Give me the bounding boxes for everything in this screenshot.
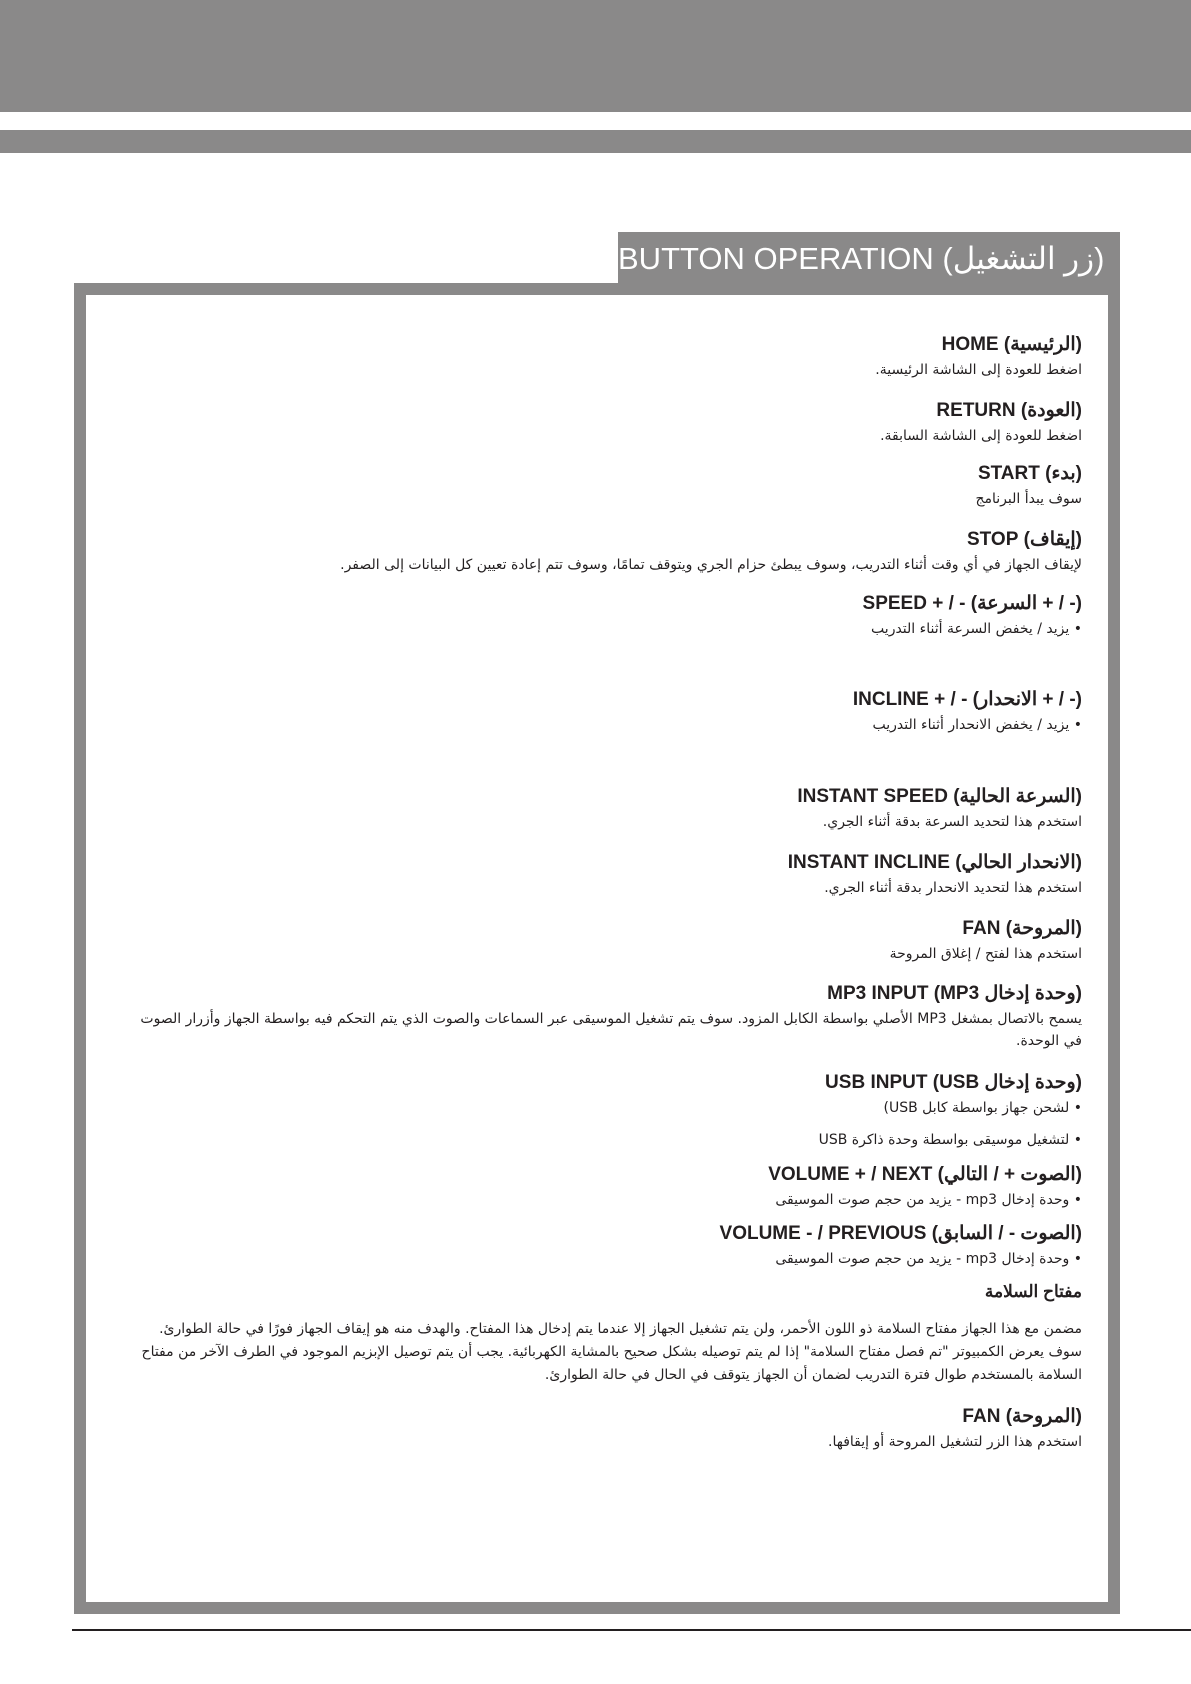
section-heading: (المروحة) FAN <box>962 1406 1082 1427</box>
section-text: اضغط للعودة إلى الشاشة الرئيسية. <box>875 362 1082 378</box>
section-heading: (بدء) START <box>977 463 1082 484</box>
section-heading: (الصوت - / السابق) VOLUME - / PREVIOUS <box>719 1223 1082 1244</box>
section-stop <box>132 528 1082 576</box>
section-instant-incline <box>788 851 1082 899</box>
section-heading: (وحدة إدخال MP3) MP3 INPUT <box>827 983 1082 1004</box>
section-text: يسمح بالاتصال بمشغل MP3 الأصلي بواسطة الكابل المزود. سوف يتم تشغيل الموسيقى عبر السماعات والصوت الذي يتم التحكم فيه بواسطة الجهاز وأزرار الصوت في الوحدة. <box>140 1011 1082 1049</box>
section-heading: (وحدة إدخال USB) USB INPUT <box>825 1072 1082 1093</box>
page-title-text: (زر التشغيل) BUTTON OPERATION <box>618 241 1105 276</box>
section-home <box>875 333 1082 381</box>
section-text: • لشحن جهاز بواسطة كابل USB) <box>819 1097 1082 1119</box>
section-text: استخدم هذا الزر لتشغيل المروحة أو إيقافها. <box>828 1434 1082 1450</box>
section-heading: (إيقاف) STOP <box>967 529 1082 550</box>
section-text: استخدم هذا لتحديد الانحدار بدقة أثناء الجري. <box>824 880 1082 896</box>
content-panel <box>86 295 1108 1602</box>
section-fan <box>890 917 1082 965</box>
section-heading: (المروحة) FAN <box>962 918 1082 939</box>
section-text: • يزيد / يخفض السرعة أثناء التدريب <box>863 618 1082 640</box>
section-heading: (السرعة الحالية) INSTANT SPEED <box>797 786 1082 807</box>
section-text: • يزيد / يخفض الانحدار أثناء التدريب <box>853 714 1082 736</box>
top-header-band <box>0 0 1191 112</box>
section-text: • وحدة إدخال mp3 - يزيد من حجم صوت الموسيقى <box>768 1189 1082 1211</box>
section-safety-key <box>132 1280 1082 1387</box>
section-instant-speed <box>797 785 1082 833</box>
section-volume-next <box>768 1163 1082 1211</box>
section-text: استخدم هذا لفتح / إغلاق المروحة <box>889 946 1082 962</box>
section-heading: INCLINE + / - (الانحدار + / -) <box>852 689 1082 710</box>
page-title <box>618 232 1120 285</box>
section-text: لإيقاف الجهاز في أي وقت أثناء التدريب، وسوف يبطئ حزام الجري ويتوقف تمامًا، وسوف تتم إعادة تعيين كل البيانات إلى الصفر. <box>340 557 1082 573</box>
section-text: سوف يبدأ البرنامج <box>975 491 1082 507</box>
section-return <box>880 399 1082 447</box>
section-text: • وحدة إدخال mp3 - يزيد من حجم صوت الموسيقى <box>720 1248 1082 1270</box>
section-speed <box>863 592 1082 640</box>
section-heading: SPEED + / - (السرعة + / -) <box>862 593 1082 614</box>
section-heading: (الانحدار الحالي) INSTANT INCLINE <box>787 852 1082 873</box>
section-text: مضمن مع هذا الجهاز مفتاح السلامة ذو اللون الأحمر، ولن يتم تشغيل الجهاز إلا عندما يتم إدخال هذا المفتاح. والهدف منه هو إيقاف الجهاز فورًا في حالة الطوارئ. سوف يعرض الكمبيوتر "تم فصل مفتاح السلامة" إذا لم يتم توصيله بشكل صحيح بالمشاية الكهربائية. يجب أن يتم توصيل الإبزيم الموجود في الطرف الآخر من مفتاح السلامة بالمستخدم طوال فترة التدريب لضمان أن الجهاز يتوقف في الحال في حالة الطوارئ. <box>141 1321 1082 1383</box>
section-usb-input <box>819 1071 1082 1151</box>
footer-rule <box>72 1629 1191 1631</box>
section-start <box>975 462 1082 510</box>
section-text: استخدم هذا لتحديد السرعة بدقة أثناء الجري. <box>822 814 1082 830</box>
content-frame <box>74 283 1120 1614</box>
section-heading: (الصوت + / التالي) VOLUME + / NEXT <box>768 1164 1082 1185</box>
section-heading: مفتاح السلامة <box>984 1282 1082 1301</box>
secondary-header-band <box>0 130 1191 153</box>
section-text: اضغط للعودة إلى الشاشة السابقة. <box>880 428 1082 444</box>
section-text: • لتشغيل موسيقى بواسطة وحدة ذاكرة USB <box>819 1129 1082 1151</box>
section-heading: (الرئيسية) HOME <box>941 334 1082 355</box>
section-volume-previous <box>720 1222 1082 1270</box>
section-fan-2 <box>828 1405 1082 1453</box>
section-incline <box>853 688 1082 736</box>
section-heading: (العودة) RETURN <box>936 400 1082 421</box>
section-mp3-input <box>132 982 1082 1052</box>
